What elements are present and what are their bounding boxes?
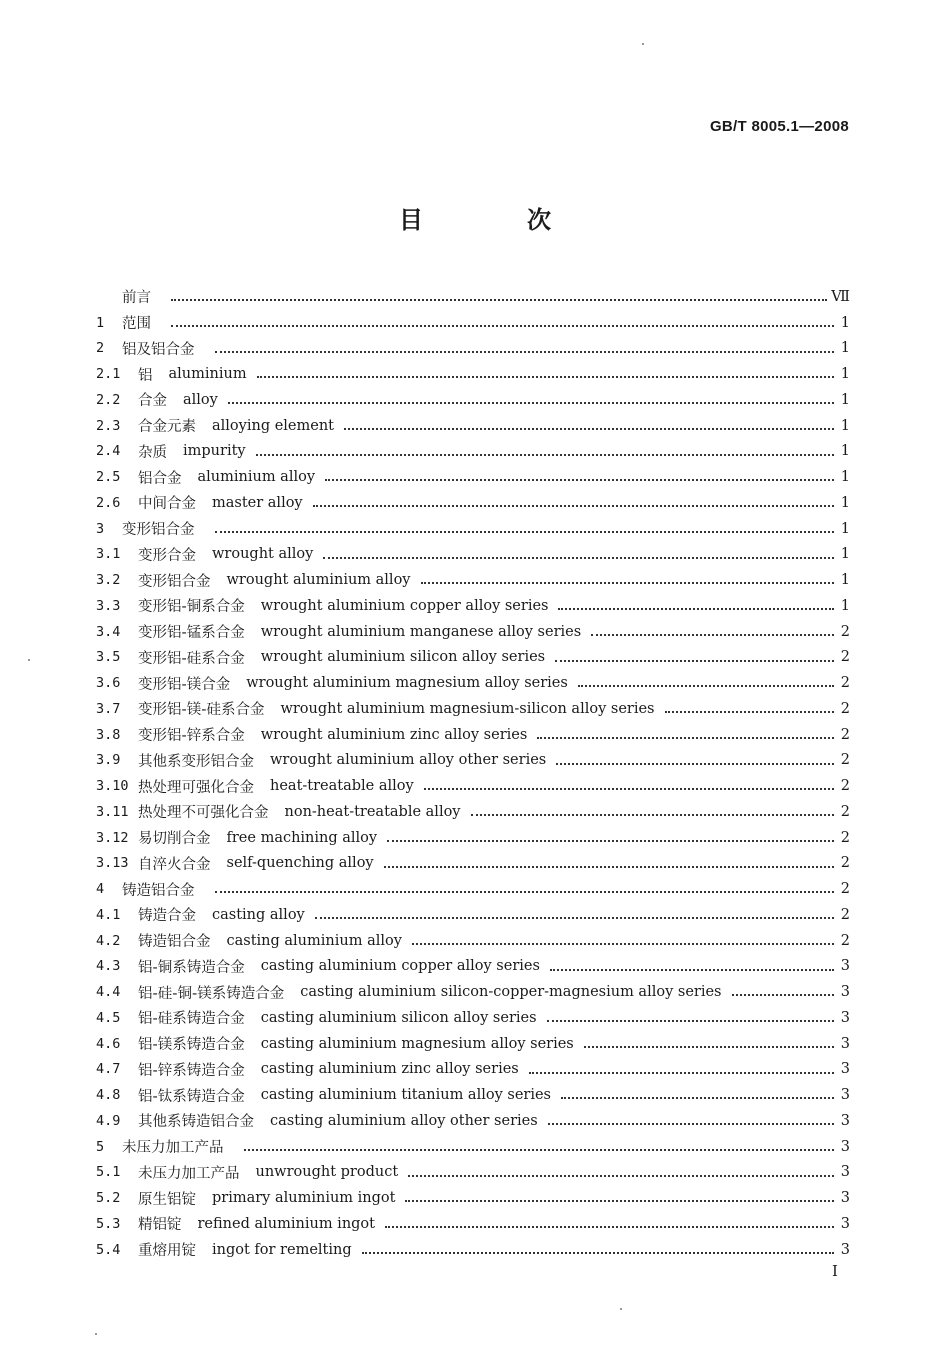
toc-entry[interactable] — [96, 593, 850, 619]
toc-entry[interactable] — [96, 464, 850, 490]
toc-dot-leader — [256, 439, 834, 456]
toc-dot-leader — [550, 954, 834, 971]
toc-entry[interactable] — [96, 876, 850, 902]
toc-entry-number: 4.1 — [96, 906, 121, 923]
toc-entry-page: 3 — [840, 1138, 850, 1155]
toc-entry-title-en: self-quenching alloy — [226, 855, 374, 872]
toc-entry-number: 4.3 — [96, 958, 121, 975]
toc-entry-title-cn: 未压力加工产品 — [122, 1140, 224, 1157]
toc-entry-number: 3.9 — [96, 752, 121, 769]
toc-entry-title-cn: 自淬火合金 — [138, 856, 211, 873]
toc-entry-title-en: alloying element — [212, 417, 335, 434]
toc-entry-title-cn: 热处理可强化合金 — [138, 779, 254, 796]
toc-entry-title-en: casting aluminium alloy other series — [270, 1112, 538, 1129]
toc-entry-page: 3 — [840, 1215, 850, 1232]
toc-entry-number: 4.6 — [96, 1035, 121, 1052]
toc-dot-leader — [555, 645, 834, 662]
toc-entry-number: 3.6 — [96, 675, 121, 692]
toc-dot-leader — [325, 465, 834, 482]
toc-entry-page: 1 — [840, 340, 850, 357]
toc-entry-number: 3.13 — [96, 855, 129, 872]
toc-entry-title-en: alloy — [183, 391, 218, 408]
scan-speck — [620, 1308, 622, 1310]
toc-entry-title-cn: 变形铝-硅系合金 — [138, 650, 245, 667]
toc-entry-title-en: ingot for remelting — [212, 1241, 352, 1258]
toc-entry-number: 2.5 — [96, 469, 121, 486]
toc-entry-title-en: casting aluminium silicon alloy series — [260, 1009, 537, 1026]
toc-entry-number: 5.1 — [96, 1164, 121, 1181]
toc-entry[interactable] — [96, 825, 850, 851]
toc-entry-number: 3.4 — [96, 623, 121, 640]
toc-entry-title-cn: 变形铝合金 — [122, 522, 195, 539]
toc-entry-title-cn: 未压力加工产品 — [138, 1165, 240, 1182]
toc-entry-title-cn: 范围 — [122, 316, 151, 333]
toc-entry-page: 3 — [840, 1009, 850, 1026]
toc-entry[interactable] — [96, 696, 850, 722]
toc-entry-title-en: wrought aluminium alloy other series — [270, 752, 547, 769]
toc-entry[interactable] — [96, 928, 850, 954]
toc-entry-number: 4.9 — [96, 1112, 121, 1129]
toc-entry-number: 3.10 — [96, 778, 129, 795]
toc-entry-page: 2 — [840, 649, 850, 666]
toc-entry-number: 2.1 — [96, 366, 121, 383]
scan-speck — [95, 1333, 97, 1335]
toc-entry[interactable] — [96, 1057, 850, 1083]
toc-entry-title-en: refined aluminium ingot — [197, 1215, 375, 1232]
toc-dot-leader — [665, 697, 835, 714]
toc-entry[interactable] — [96, 387, 850, 413]
toc-entry-page: 2 — [840, 881, 850, 898]
toc-entry-page: 1 — [840, 366, 850, 383]
toc-entry-number: 4.4 — [96, 984, 121, 1001]
toc-entry-title-cn: 铝-硅系铸造合金 — [138, 1011, 245, 1028]
toc-entry-title-cn: 合金元素 — [138, 419, 196, 436]
toc-entry[interactable] — [96, 1082, 850, 1108]
toc-entry[interactable] — [96, 851, 850, 877]
toc-entry-page: 2 — [840, 675, 850, 692]
toc-entry-page: 2 — [840, 778, 850, 795]
page-number: I — [832, 1262, 838, 1280]
toc-entry-page: 3 — [840, 1241, 850, 1258]
toc-entry[interactable] — [96, 413, 850, 439]
toc-entry-title-en: casting aluminium alloy — [226, 932, 402, 949]
toc-entry-title-cn: 铸造铝合金 — [122, 882, 195, 899]
toc-entry-title-cn: 铝-硅-铜-镁系铸造合金 — [138, 985, 285, 1002]
toc-entry-page: 2 — [840, 855, 850, 872]
toc-entry-title-cn: 重熔用锭 — [138, 1243, 196, 1260]
toc-entry-page: 1 — [840, 469, 850, 486]
toc-entry-page: 1 — [840, 494, 850, 511]
toc-entry-title-cn: 铝 — [138, 367, 153, 384]
toc-dot-leader — [313, 491, 834, 508]
toc-entry-title-cn: 其他系铸造铝合金 — [138, 1114, 254, 1131]
toc-entry-title-cn: 铝-锌系铸造合金 — [138, 1062, 245, 1079]
toc-entry-title-cn: 变形铝合金 — [138, 573, 211, 590]
scan-speck — [28, 659, 30, 661]
toc-entry[interactable] — [96, 902, 850, 928]
toc-entry-title-en: wrought aluminium alloy — [226, 572, 411, 589]
toc-entry-number: 3.8 — [96, 726, 121, 743]
toc-entry[interactable] — [96, 773, 850, 799]
toc-entry[interactable] — [96, 439, 850, 465]
toc-entry-page: 1 — [840, 597, 850, 614]
table-of-contents — [96, 284, 850, 1263]
toc-dot-leader — [412, 928, 834, 945]
toc-entry-number: 2.3 — [96, 417, 121, 434]
toc-entry-page: 2 — [840, 829, 850, 846]
toc-dot-leader — [387, 825, 834, 842]
toc-entry[interactable] — [96, 954, 850, 980]
toc-entry-title-cn: 合金 — [138, 393, 167, 410]
toc-entry-title-cn: 铝合金 — [138, 470, 182, 487]
scan-speck — [642, 43, 644, 45]
toc-dot-leader — [384, 851, 834, 868]
toc-entry-title-cn: 原生铝锭 — [138, 1191, 196, 1208]
toc-entry-title-en: casting aluminium titanium alloy series — [260, 1087, 551, 1104]
toc-entry[interactable] — [96, 619, 850, 645]
standard-code: GB/T 8005.1—2008 — [709, 118, 849, 135]
toc-entry-number: 5.4 — [96, 1241, 121, 1258]
toc-dot-leader — [537, 722, 834, 739]
toc-entry-title-cn: 铸造铝合金 — [138, 934, 211, 951]
toc-entry-title-cn: 热处理不可强化合金 — [138, 805, 269, 822]
page-title: 目 次 — [399, 206, 591, 234]
toc-entry-number: 3 — [96, 520, 105, 537]
toc-entry-number: 3.3 — [96, 597, 121, 614]
toc-entry-number: 4.5 — [96, 1009, 121, 1026]
toc-dot-leader — [424, 774, 834, 791]
toc-entry[interactable] — [96, 1185, 850, 1211]
toc-entry-number: 3.5 — [96, 649, 121, 666]
toc-entry-page: 2 — [840, 752, 850, 769]
toc-entry-page: 3 — [840, 1035, 850, 1052]
toc-entry-title-cn: 变形铝-锌系合金 — [138, 728, 245, 745]
toc-entry-title-cn: 杂质 — [138, 444, 167, 461]
toc-entry[interactable] — [96, 670, 850, 696]
toc-entry-title-cn: 变形铝-铜系合金 — [138, 599, 245, 616]
toc-entry[interactable] — [96, 1134, 850, 1160]
toc-entry-title-en: casting alloy — [212, 906, 305, 923]
toc-entry-title-en: wrought aluminium magnesium-silicon alloy series — [280, 700, 655, 717]
toc-entry-title-cn: 其他系变形铝合金 — [138, 753, 254, 770]
toc-dot-leader — [215, 516, 835, 533]
toc-entry-number: 5.2 — [96, 1190, 121, 1207]
toc-dot-leader — [408, 1160, 834, 1177]
toc-dot-leader — [215, 336, 835, 353]
toc-entry-title-en: wrought aluminium zinc alloy series — [260, 726, 528, 743]
toc-entry[interactable] — [96, 542, 850, 568]
toc-entry-number: 3.12 — [96, 829, 129, 846]
toc-entry-number: 4.8 — [96, 1087, 121, 1104]
toc-entry-number: 4.7 — [96, 1061, 121, 1078]
toc-dot-leader — [215, 877, 835, 894]
toc-entry[interactable] — [96, 1237, 850, 1263]
toc-entry-number: 3.2 — [96, 572, 121, 589]
toc-entry[interactable] — [96, 1031, 850, 1057]
toc-entry-title-cn: 铝-铜系铸造合金 — [138, 959, 245, 976]
toc-dot-leader — [548, 1109, 834, 1126]
toc-dot-leader — [732, 980, 835, 997]
toc-entry[interactable] — [96, 1211, 850, 1237]
toc-entry-number: 2.4 — [96, 443, 121, 460]
toc-dot-leader — [315, 903, 834, 920]
toc-entry-page: 1 — [840, 314, 850, 331]
toc-dot-leader — [591, 619, 834, 636]
toc-dot-leader — [171, 310, 834, 327]
toc-dot-leader — [257, 362, 834, 379]
toc-entry[interactable] — [96, 645, 850, 671]
toc-entry-title-cn: 前言 — [122, 290, 151, 307]
toc-entry-page: 2 — [840, 932, 850, 949]
toc-entry-title-cn: 变形合金 — [138, 547, 196, 564]
toc-entry-title-en: master alloy — [212, 494, 303, 511]
toc-dot-leader — [228, 388, 834, 405]
toc-entry-title-en: non-heat-treatable alloy — [284, 803, 461, 820]
toc-entry-title-cn: 变形铝-镁-硅系合金 — [138, 702, 265, 719]
toc-entry[interactable] — [96, 284, 850, 310]
toc-dot-leader — [385, 1212, 834, 1229]
toc-entry-title-en: wrought aluminium copper alloy series — [260, 597, 549, 614]
toc-entry-page: 1 — [840, 417, 850, 434]
toc-entry[interactable] — [96, 748, 850, 774]
toc-entry-number: 4.2 — [96, 932, 121, 949]
toc-entry-title-en: wrought aluminium manganese alloy series — [260, 623, 582, 640]
toc-dot-leader — [529, 1057, 834, 1074]
toc-entry-title-en: casting aluminium copper alloy series — [260, 958, 540, 975]
toc-entry-title-en: wrought aluminium silicon alloy series — [260, 649, 546, 666]
toc-entry-page: 2 — [840, 623, 850, 640]
toc-entry-title-en: casting aluminium magnesium alloy series — [260, 1035, 574, 1052]
toc-dot-leader — [558, 594, 834, 611]
toc-entry-number: 5 — [96, 1138, 105, 1155]
toc-entry-title-en: aluminium — [168, 366, 247, 383]
toc-entry-title-cn: 易切削合金 — [138, 831, 211, 848]
toc-entry-page: 2 — [840, 726, 850, 743]
toc-entry-title-en: casting aluminium zinc alloy series — [260, 1061, 519, 1078]
toc-entry[interactable] — [96, 361, 850, 387]
toc-entry[interactable] — [96, 722, 850, 748]
toc-entry[interactable] — [96, 1160, 850, 1186]
toc-entry-title-cn: 铝-钛系铸造合金 — [138, 1088, 245, 1105]
toc-entry-number: 3.7 — [96, 700, 121, 717]
toc-entry-number: 2 — [96, 340, 105, 357]
toc-dot-leader — [556, 748, 834, 765]
toc-entry-number: 2.6 — [96, 494, 121, 511]
toc-entry[interactable] — [96, 310, 850, 336]
toc-entry-title-cn: 铝及铝合金 — [122, 341, 195, 358]
toc-entry-number: 3.1 — [96, 546, 121, 563]
toc-entry-page: 1 — [840, 520, 850, 537]
toc-entry[interactable] — [96, 516, 850, 542]
toc-dot-leader — [344, 413, 834, 430]
toc-entry-title-en: wrought aluminium magnesium alloy series — [246, 675, 568, 692]
toc-entry-number: 2.2 — [96, 391, 121, 408]
toc-dot-leader — [584, 1031, 834, 1048]
toc-entry-title-cn: 铸造合金 — [138, 908, 196, 925]
toc-entry-page: 2 — [840, 700, 850, 717]
toc-dot-leader — [561, 1083, 834, 1100]
toc-entry-page: 3 — [840, 1087, 850, 1104]
toc-entry-number: 1 — [96, 314, 105, 331]
toc-entry[interactable] — [96, 1108, 850, 1134]
toc-entry-title-cn: 精铝锭 — [138, 1217, 182, 1234]
toc-entry-title-cn: 中间合金 — [138, 496, 196, 513]
toc-entry-title-en: heat-treatable alloy — [270, 778, 414, 795]
toc-entry-page: 1 — [840, 391, 850, 408]
toc-entry-page: 1 — [840, 443, 850, 460]
toc-dot-leader — [421, 568, 835, 585]
toc-dot-leader — [171, 285, 827, 302]
toc-entry[interactable] — [96, 979, 850, 1005]
toc-entry[interactable] — [96, 799, 850, 825]
toc-dot-leader — [547, 1006, 834, 1023]
toc-dot-leader — [471, 800, 834, 817]
toc-entry-title-cn: 铝-镁系铸造合金 — [138, 1037, 245, 1054]
toc-entry[interactable] — [96, 336, 850, 362]
toc-dot-leader — [578, 671, 834, 688]
toc-entry-page: 3 — [840, 984, 850, 1001]
toc-entry-page: 1 — [840, 546, 850, 563]
toc-entry-title-en: aluminium alloy — [197, 469, 316, 486]
toc-entry-title-cn: 变形铝-镁合金 — [138, 676, 231, 693]
toc-entry-number: 3.11 — [96, 803, 129, 820]
toc-dot-leader — [244, 1134, 835, 1151]
toc-dot-leader — [323, 542, 834, 559]
toc-entry-page: 3 — [840, 1190, 850, 1207]
toc-entry-title-en: unwrought product — [255, 1164, 399, 1181]
toc-entry-page: 2 — [840, 803, 850, 820]
toc-entry-page: 2 — [840, 906, 850, 923]
toc-entry-page: 1 — [840, 572, 850, 589]
toc-entry-page: 3 — [840, 1061, 850, 1078]
toc-entry-number: 5.3 — [96, 1215, 121, 1232]
toc-entry[interactable] — [96, 1005, 850, 1031]
toc-entry[interactable] — [96, 567, 850, 593]
toc-entry-title-en: impurity — [183, 443, 246, 460]
toc-entry-page: 3 — [840, 1164, 850, 1181]
toc-entry-page: Ⅶ — [831, 288, 850, 305]
toc-entry-page: 3 — [840, 958, 850, 975]
toc-dot-leader — [405, 1186, 834, 1203]
toc-entry[interactable] — [96, 490, 850, 516]
toc-entry-page: 3 — [840, 1112, 850, 1129]
toc-entry-title-en: primary aluminium ingot — [212, 1190, 396, 1207]
toc-entry-title-en: casting aluminium silicon-copper-magnesium alloy series — [300, 984, 722, 1001]
toc-entry-title-en: free machining alloy — [226, 829, 378, 846]
toc-entry-title-cn: 变形铝-锰系合金 — [138, 625, 245, 642]
toc-entry-title-en: wrought alloy — [212, 546, 314, 563]
toc-entry-number: 4 — [96, 881, 105, 898]
toc-dot-leader — [362, 1237, 834, 1254]
